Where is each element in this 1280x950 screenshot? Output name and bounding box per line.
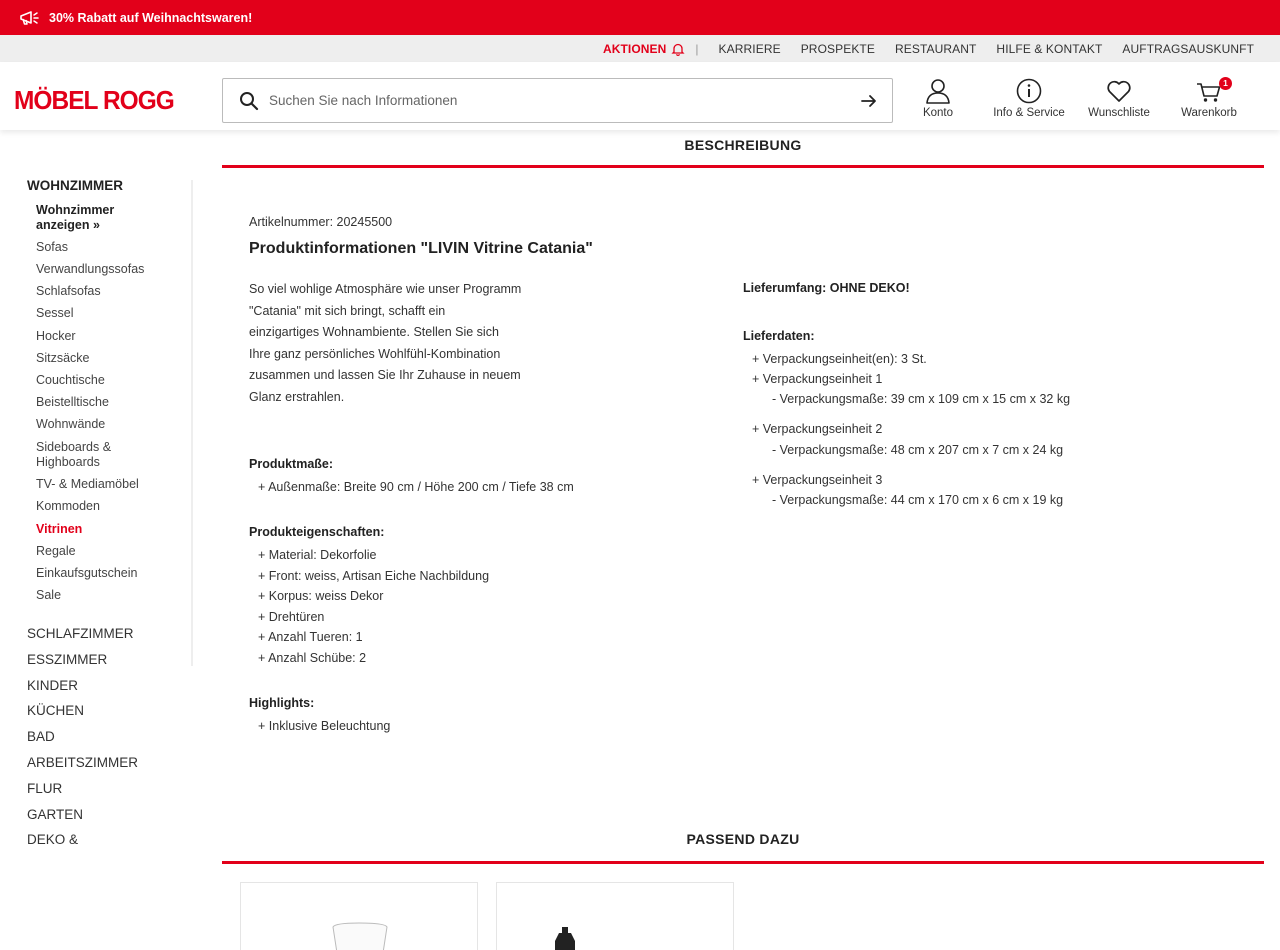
list-item: + Anzahl Schübe: 2: [258, 650, 367, 665]
promo-banner[interactable]: [0, 0, 1280, 35]
list-item: + Drehtüren: [258, 609, 325, 624]
info-icon: [1016, 78, 1042, 104]
sidebar-item-sitzsaecke[interactable]: Sitzsäcke: [36, 351, 90, 365]
product-image-bottle: [497, 883, 734, 950]
description-line: zusammen und lassen Sie Ihr Zuhause in neuem: [249, 368, 521, 382]
sidebar-item-sale[interactable]: Sale: [36, 588, 62, 602]
sidebar-item-beistelltische[interactable]: Beistelltische: [36, 395, 109, 409]
wunschliste-button[interactable]: [1087, 78, 1151, 119]
top-navigation: [0, 35, 1280, 62]
article-number: Artikelnummer: 20245500: [249, 215, 393, 229]
section-title-passend-dazu: PASSEND DAZU: [686, 831, 800, 847]
lieferdaten-heading: Lieferdaten:: [743, 329, 815, 343]
sidebar-item-deko[interactable]: DEKO &: [27, 832, 79, 847]
produkteigenschaften-list: [249, 545, 489, 668]
bell-icon: [671, 42, 685, 56]
list-item: + Außenmaße: Breite 90 cm / Höhe 200 cm / Tiefe 38 cm: [258, 480, 574, 494]
wunschliste-label: Wunschliste: [1088, 107, 1150, 119]
verpackungseinheiten: + Verpackungseinheit(en): 3 St.: [752, 352, 927, 366]
verpackungseinheit-2: + Verpackungseinheit 2: [752, 422, 883, 436]
verpackungseinheit-1: + Verpackungseinheit 1: [752, 372, 883, 386]
heart-icon: [1106, 78, 1132, 104]
sidebar-item-kinder[interactable]: KINDER: [27, 678, 79, 693]
product-image-glass: [241, 883, 478, 950]
sidebar-item-kommoden[interactable]: Kommoden: [36, 499, 100, 513]
sidebar-item-sessel[interactable]: Sessel: [36, 306, 74, 320]
sidebar-item-vitrinen[interactable]: Vitrinen: [36, 522, 83, 536]
info-service-label: Info & Service: [993, 107, 1065, 119]
category-sidebar: [0, 130, 210, 850]
search-input[interactable]: [269, 93, 829, 108]
sidebar-item-couchtische[interactable]: Couchtische: [36, 373, 105, 387]
topnav-auftragsauskunft[interactable]: AUFTRAGSAUSKUNFT: [1122, 41, 1254, 56]
product-card[interactable]: [240, 882, 478, 950]
description-line: Ihre ganz persönliches Wohlfühl-Kombination: [249, 346, 501, 361]
site-header: [0, 62, 1280, 130]
sidebar-item-verwandlungssofas[interactable]: Verwandlungssofas: [36, 262, 145, 276]
highlights-heading: Highlights:: [249, 696, 315, 710]
search-icon[interactable]: [239, 91, 259, 111]
cart-badge: 1: [1219, 77, 1232, 90]
sidebar-divider: [191, 180, 193, 666]
sidebar-item-label: anzeigen »: [36, 218, 100, 232]
user-icon: [925, 78, 951, 104]
verpackungsmasse-3: - Verpackungsmaße: 44 cm x 170 cm x 6 cm x 19 kg: [772, 493, 1064, 507]
sidebar-item-arbeitszimmer[interactable]: ARBEITSZIMMER: [27, 755, 139, 770]
sidebar-item-flur[interactable]: FLUR: [27, 781, 63, 796]
verpackungsmasse-2: - Verpackungsmaße: 48 cm x 207 cm x 7 cm x 24 kg: [772, 443, 1064, 457]
highlights-list: [249, 716, 390, 737]
verpackungseinheit-3: + Verpackungseinheit 3: [752, 473, 883, 487]
topnav-aktionen[interactable]: [603, 42, 685, 56]
list-item: + Inklusive Beleuchtung: [258, 719, 391, 733]
promo-text: 30% Rabatt auf Weihnachtswaren!: [49, 10, 253, 25]
megaphone-icon: [18, 8, 42, 28]
description-line: "Catania" mit sich bringt, schafft ein: [249, 303, 446, 318]
sidebar-item-schlafzimmer[interactable]: SCHLAFZIMMER: [27, 626, 134, 641]
sidebar-item-tv-mediamoebel[interactable]: TV- & Mediamöbel: [36, 477, 139, 491]
sidebar-item-bad[interactable]: BAD: [27, 729, 55, 744]
produkteigenschaften-heading: Produkteigenschaften:: [249, 525, 385, 539]
product-info-title: Produktinformationen "LIVIN Vitrine Catania": [249, 240, 593, 257]
sidebar-item-label: Wohnzimmer: [36, 203, 115, 217]
section-title-beschreibung: BESCHREIBUNG: [684, 137, 802, 153]
sidebar-item-kuechen[interactable]: KÜCHEN: [27, 703, 85, 718]
section-divider: [222, 165, 1264, 168]
sidebar-item-label: Highboards: [36, 455, 100, 469]
sidebar-item-wohnwaende[interactable]: Wohnwände: [36, 417, 106, 431]
warenkorb-label: Warenkorb: [1181, 107, 1237, 119]
list-item: + Anzahl Tueren: 1: [258, 630, 363, 644]
lieferumfang: Lieferumfang: OHNE DEKO!: [743, 281, 910, 295]
sidebar-heading-wohnzimmer[interactable]: WOHNZIMMER: [27, 178, 123, 193]
konto-button[interactable]: [918, 78, 958, 119]
search-bar: [222, 78, 893, 123]
topnav-hilfe-kontakt[interactable]: HILFE & KONTAKT: [996, 41, 1103, 56]
verpackungsmasse-1: - Verpackungsmaße: 39 cm x 109 cm x 15 cm x 32 kg: [772, 392, 1071, 406]
product-card[interactable]: [496, 882, 734, 950]
sidebar-item-garten[interactable]: GARTEN: [27, 807, 84, 822]
sidebar-item-label: Sideboards &: [36, 440, 112, 454]
topnav-karriere[interactable]: KARRIERE: [718, 41, 781, 56]
sidebar-item-regale[interactable]: Regale: [36, 544, 76, 558]
warenkorb-button[interactable]: [1180, 78, 1238, 119]
description-line: einzigartiges Wohnambiente. Stellen Sie sich: [249, 325, 499, 339]
topnav-prospekte[interactable]: PROSPEKTE: [800, 41, 875, 56]
description-line: Glanz erstrahlen.: [249, 389, 345, 404]
aktionen-label: AKTIONEN: [602, 41, 667, 56]
info-service-button[interactable]: [992, 78, 1066, 119]
sidebar-item-esszimmer[interactable]: ESSZIMMER: [27, 652, 108, 667]
topnav-separator: |: [695, 41, 699, 56]
section-divider: [222, 861, 1264, 864]
arrow-right-icon[interactable]: [860, 92, 878, 110]
konto-label: Konto: [922, 107, 954, 119]
description-line: So viel wohlige Atmosphäre wie unser Programm: [249, 282, 522, 296]
logo[interactable]: MÖBEL ROGG: [14, 85, 174, 115]
sidebar-item-hocker[interactable]: Hocker: [36, 329, 76, 343]
list-item: + Korpus: weiss Dekor: [258, 589, 384, 603]
list-item: + Front: weiss, Artisan Eiche Nachbildung: [258, 568, 490, 583]
sidebar-item-sideboards[interactable]: [36, 440, 111, 470]
produktmasse-heading: Produktmaße:: [249, 457, 334, 471]
sidebar-item-einkaufsgutschein[interactable]: Einkaufsgutschein: [36, 566, 138, 580]
sidebar-item-schlafsofas[interactable]: Schlafsofas: [36, 284, 101, 298]
produktmasse-list: [249, 477, 574, 498]
list-item: + Material: Dekorfolie: [258, 548, 377, 562]
sidebar-item-sofas[interactable]: Sofas: [36, 240, 68, 254]
sidebar-item-wohnzimmer-anzeigen[interactable]: [36, 203, 114, 233]
product-description: [249, 279, 549, 408]
topnav-restaurant[interactable]: RESTAURANT: [894, 41, 977, 56]
